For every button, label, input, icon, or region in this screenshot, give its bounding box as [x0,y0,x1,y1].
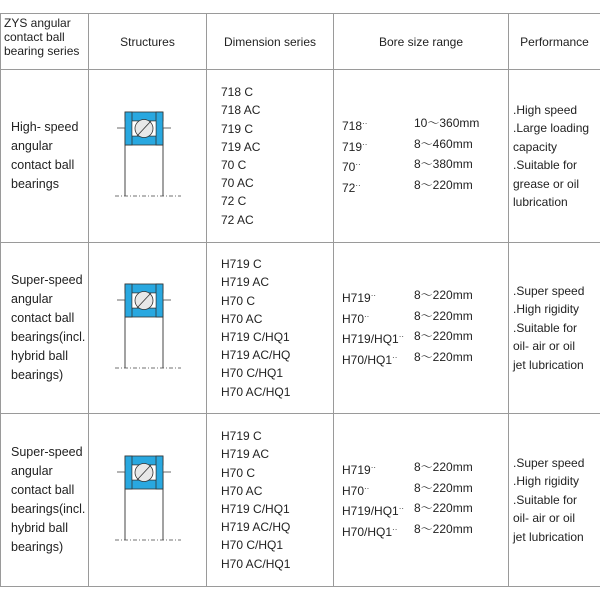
performance-line: jet lubrication [513,357,584,372]
performance-line: .High rigidity [513,474,580,489]
category-cell [1,70,89,243]
bore-size-cell [334,414,509,587]
performance-line: .Large loading [513,121,590,135]
bore-item [342,328,508,349]
bore-item [342,156,508,177]
structure-cell [89,414,207,587]
performance-cell [509,70,600,243]
bore-range: 8～220mm [414,288,473,302]
category-line: bearings [11,177,59,191]
bore-series: H719/HQ1 [342,332,399,346]
dimension-item: H719 AC/HQ [221,520,291,535]
category-line: High- speed [11,120,79,134]
bore-range: 8～220mm [414,349,473,364]
bore-series: 719 [342,139,363,154]
angular-contact-bearing-icon [89,450,206,550]
table-row [1,243,600,414]
bore-mark: ·· [398,332,405,341]
bore-item [342,480,508,501]
category-line: angular [11,292,53,306]
bore-mark: ·· [392,352,398,362]
bore-mark: ·· [370,291,377,300]
dimension-item: H70 C [221,465,256,480]
performance-line: oil- air or oil [513,339,576,354]
category-line: bearings) [11,540,64,554]
bore-mark: ·· [355,160,361,169]
structure-cell [89,70,207,243]
category-line: bearings) [11,368,64,382]
header-bore-size-range: Bore size range [334,14,509,70]
dimension-item: H70 AC/HQ1 [221,384,291,399]
bore-item [342,500,508,521]
category-line: bearings(incl. [11,502,86,516]
dimension-item: H70 AC/HQ1 [221,556,291,571]
bore-range: 8～380mm [414,157,473,171]
bore-mark: ·· [392,524,398,534]
bore-series: H70 [342,483,365,498]
bore-size-cell [334,70,509,243]
header-structures: Structures [89,14,207,70]
bore-item [342,287,508,308]
dimension-item: 70 C [221,158,247,172]
table-header-row [1,14,600,70]
bore-series: H70/HQ1 [342,524,393,539]
bore-mark: ·· [370,463,377,472]
performance-line: grease or oil [513,176,580,191]
dimension-series-cell [207,70,334,243]
dimension-item: H719 AC/HQ [221,348,291,363]
bearing-series-table [0,13,600,587]
dimension-item: 72 AC [221,212,254,227]
bore-item [342,308,508,329]
bore-mark: ·· [355,180,361,190]
structure-cell [89,243,207,414]
dimension-item: H719 C/HQ1 [221,330,290,344]
dimension-item: 719 AC [221,139,261,154]
bore-range: 8～460mm [414,136,473,151]
bore-range: 8～220mm [414,480,473,495]
dimension-item: 718 AC [221,103,261,118]
performance-line: .Super speed [513,283,585,298]
performance-line: .Super speed [513,455,585,470]
bearing-cross-section [113,278,183,378]
performance-line: .Suitable for [513,158,578,172]
header-series-line: contact ball [4,30,65,44]
category-line: contact ball [11,311,75,325]
performance-line: capacity [513,139,558,154]
dimension-item: H70 C [221,293,256,308]
dimension-item: H70 C/HQ1 [221,538,284,553]
performance-line: .High speed [513,102,578,117]
category-line: contact ball [11,483,75,497]
header-series [1,14,89,70]
bore-series: 718 [342,119,363,133]
category-line: contact ball [11,158,75,172]
performance-cell [509,243,600,414]
performance-line: .Suitable for [513,492,578,507]
bore-range: 8～220mm [414,460,473,474]
category-cell [1,243,89,414]
bore-mark: ·· [364,311,370,321]
bore-item [342,177,508,198]
dimension-item: H719 AC [221,275,270,290]
category-line: hybrid ball [11,349,68,363]
dimension-item: H70 C/HQ1 [221,366,284,381]
performance-line: lubrication [513,195,568,209]
dimension-item: 70 AC [221,176,254,191]
dimension-item: H719 C [221,429,262,444]
bore-mark: ·· [364,483,370,493]
bore-series: H719 [342,463,371,477]
bore-series: 70 [342,160,356,174]
category-line: angular [11,464,53,478]
bore-series: 72 [342,180,356,195]
bore-series: H719/HQ1 [342,504,399,518]
bore-range: 8～220mm [414,308,473,323]
header-dimension-series: Dimension series [207,14,334,70]
performance-line: .Suitable for [513,320,578,335]
bore-range: 8～220mm [414,329,473,343]
bore-range: 8～220mm [414,501,473,515]
performance-cell [509,414,600,587]
table-row [1,70,600,243]
bore-mark: ·· [398,504,405,513]
category-line: Super-speed [11,445,83,459]
dimension-item: H719 C/HQ1 [221,502,290,516]
dimension-series-cell [207,243,334,414]
bore-item [342,521,508,542]
header-series-line: bearing series [4,44,80,58]
category-line: bearings(incl. [11,330,86,344]
category-line: hybrid ball [11,521,68,535]
bore-mark: ·· [362,139,368,149]
category-line: angular [11,139,53,153]
bore-range: 8～220mm [414,177,473,192]
bore-series: H719 [342,291,371,305]
category-line: Super-speed [11,273,83,287]
dimension-item: H70 AC [221,483,263,498]
performance-line: oil- air or oil [513,511,576,526]
header-series-line: ZYS angular [4,16,71,30]
header-performance: Performance [509,14,600,70]
bore-item [342,136,508,157]
bore-range: 8～220mm [414,521,473,536]
bearing-cross-section [113,106,183,206]
dimension-item: 718 C [221,85,254,100]
performance-line: .High rigidity [513,302,580,317]
category-cell [1,414,89,587]
table-row [1,414,600,587]
performance-line: jet lubrication [513,529,584,544]
angular-contact-bearing-icon [89,278,206,378]
angular-contact-bearing-icon [89,106,206,206]
dimension-item: H719 C [221,257,262,272]
bore-range: 10～360mm [414,116,480,130]
bore-item [342,349,508,370]
bearing-cross-section [113,450,183,550]
bore-series: H70/HQ1 [342,352,393,367]
bore-mark: ·· [362,119,368,128]
bore-item [342,459,508,480]
dimension-item: 72 C [221,194,247,209]
bore-series: H70 [342,311,365,326]
bore-size-cell [334,243,509,414]
dimension-item: H719 AC [221,447,270,462]
dimension-series-cell [207,414,334,587]
dimension-item: 719 C [221,121,254,136]
dimension-item: H70 AC [221,311,263,326]
bore-item [342,115,508,136]
